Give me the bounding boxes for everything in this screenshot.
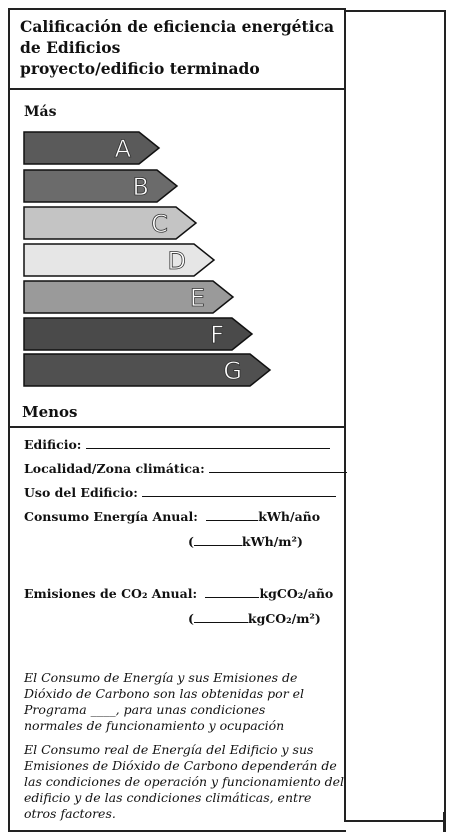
note-1-line-4: normales de funcionamiento y ocupación — [24, 718, 285, 733]
energy-class-b-letter: B — [132, 173, 149, 201]
field-uso-label: Uso del Edificio: — [24, 485, 138, 500]
field-consumo-unit: kWh/año — [258, 509, 321, 524]
energy-class-d-letter: D — [167, 247, 186, 275]
field-emisiones-label: Emisiones de CO₂ Anual: — [24, 586, 198, 601]
field-emisiones-m2-unit: kgCO₂/m²) — [247, 611, 321, 626]
energy-class-b — [23, 169, 179, 202]
field-uso — [24, 484, 336, 500]
field-emisiones-m2-open: ( — [188, 611, 194, 626]
frame-tick — [443, 812, 446, 832]
field-emisiones-unit: kgCO₂/año — [259, 586, 334, 601]
field-consumo-label: Consumo Energía Anual: — [24, 509, 198, 524]
page-title — [20, 16, 344, 80]
note-2-line-1: El Consumo real de Energía del Edificio y sus — [24, 742, 314, 757]
field-consumo — [24, 508, 320, 524]
note-2-line-2: Emisiones de Dióxido de Carbono dependerán de — [24, 758, 337, 773]
field-consumo-m2-line[interactable] — [194, 533, 242, 546]
energy-class-c-letter: C — [151, 210, 168, 238]
energy-class-g — [23, 353, 272, 386]
field-emisiones-line[interactable] — [205, 585, 259, 598]
note-1-line-1: El Consumo de Energía y sus Emisiones de — [24, 670, 298, 685]
title-line-1: Calificación de eficiencia energética — [20, 17, 335, 36]
field-consumo-line[interactable] — [206, 508, 258, 521]
field-emisiones-m2 — [188, 610, 321, 626]
energy-class-f — [23, 317, 254, 350]
title-line-2: de Edificios — [20, 38, 121, 57]
field-consumo-m2-unit: kWh/m²) — [241, 534, 303, 549]
energy-class-c-arrow — [24, 207, 196, 239]
energy-class-d — [23, 243, 216, 276]
energy-class-a-letter: A — [114, 135, 131, 163]
energy-class-e-letter: E — [189, 284, 205, 312]
title-line-3: proyecto/edificio terminado — [20, 59, 260, 78]
note-1-line-2: Dióxido de Carbono son las obtenidas por el — [24, 686, 305, 701]
note-paragraph-2 — [24, 742, 344, 822]
field-localidad-label: Localidad/Zona climática: — [24, 461, 205, 476]
energy-class-a-arrow — [24, 132, 159, 164]
note-2-line-3: las condiciones de operación y funcionamiento del — [24, 774, 345, 789]
field-emisiones-m2-line[interactable] — [194, 610, 248, 623]
energy-class-f-letter: F — [210, 321, 224, 349]
field-consumo-m2 — [188, 533, 303, 549]
note-2-line-5: otros factores. — [24, 806, 116, 821]
field-emisiones — [24, 585, 333, 601]
note-paragraph-1 — [24, 670, 344, 734]
field-edificio — [24, 436, 330, 452]
field-uso-line[interactable] — [142, 484, 336, 497]
divider-bottom — [8, 426, 344, 428]
energy-class-b-arrow — [24, 170, 177, 202]
divider-top — [8, 88, 344, 90]
rating-box — [344, 10, 446, 822]
energy-class-a — [23, 131, 161, 164]
energy-class-e — [23, 280, 235, 313]
field-consumo-m2-open: ( — [188, 534, 194, 549]
field-localidad — [24, 460, 347, 476]
scale-bottom-label: Menos — [22, 403, 78, 421]
energy-class-g-letter: G — [223, 357, 242, 385]
field-localidad-line[interactable] — [209, 460, 347, 473]
note-1-line-3: Programa ____, para unas condiciones — [24, 702, 266, 717]
energy-class-c — [23, 206, 198, 239]
note-2-line-4: edificio y de las condiciones climáticas, entre — [24, 790, 312, 805]
field-edificio-line[interactable] — [86, 436, 330, 449]
field-edificio-label: Edificio: — [24, 437, 82, 452]
scale-top-label: Más — [24, 104, 57, 120]
